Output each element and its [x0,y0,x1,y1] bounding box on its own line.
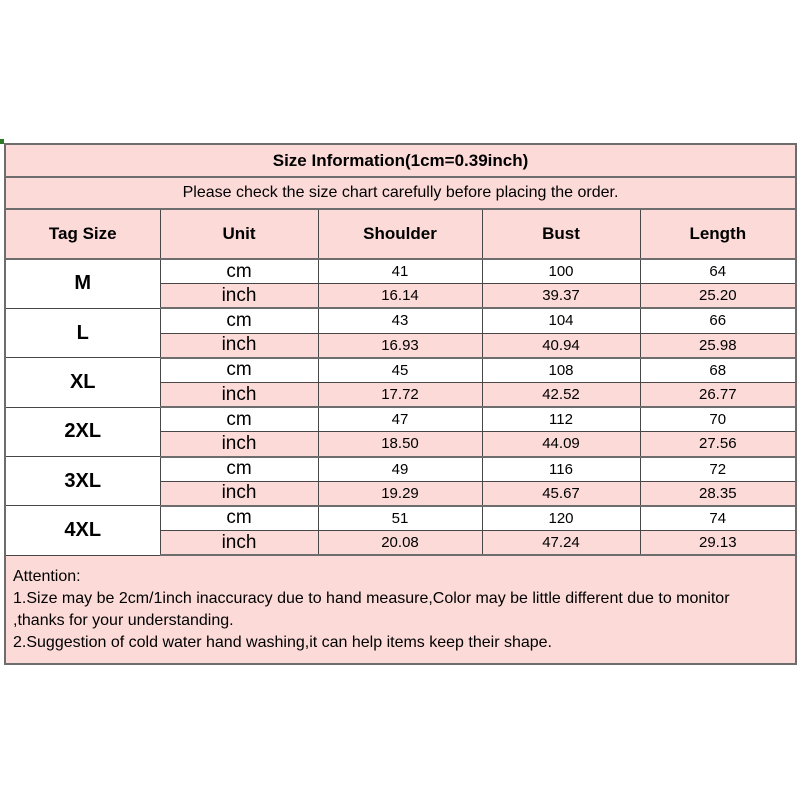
value-cell: 68 [640,358,796,383]
value-cell: 66 [640,308,796,333]
value-cell: 108 [482,358,640,383]
size-row-cm-L [5,308,796,333]
table-subtitle: Please check the size chart carefully before placing the order. [5,177,796,209]
value-cell: 100 [482,259,640,284]
title-row [5,144,796,177]
col-header-length: Length [640,209,796,259]
value-cell: 51 [318,506,482,531]
value-cell: 45 [318,358,482,383]
size-row-cm-2XL [5,407,796,432]
value-cell: 26.77 [640,382,796,407]
value-cell: 64 [640,259,796,284]
value-cell: 17.72 [318,382,482,407]
attention-line-3: 2.Suggestion of cold water hand washing,it can help items keep their shape. [13,634,552,652]
size-row-cm-4XL [5,506,796,531]
value-cell: 25.20 [640,284,796,309]
value-cell: 72 [640,457,796,482]
attention-line-1: 1.Size may be 2cm/1inch inaccuracy due to hand measure,Color may be little different due to monitor [13,590,730,608]
value-cell: 47 [318,407,482,432]
unit-cell: inch [160,382,318,407]
unit-cell: inch [160,333,318,358]
value-cell: 28.35 [640,481,796,506]
tag-size-cell: M [5,259,160,308]
subtitle-row [5,177,796,209]
value-cell: 45.67 [482,481,640,506]
tag-size-cell: 2XL [5,407,160,456]
value-cell: 27.56 [640,432,796,457]
unit-cell: inch [160,284,318,309]
unit-cell: inch [160,481,318,506]
unit-cell: inch [160,531,318,556]
value-cell: 18.50 [318,432,482,457]
value-cell: 42.52 [482,382,640,407]
tag-size-cell: 4XL [5,506,160,555]
value-cell: 116 [482,457,640,482]
value-cell: 112 [482,407,640,432]
size-row-cm-3XL [5,457,796,482]
value-cell: 25.98 [640,333,796,358]
unit-cell: cm [160,308,318,333]
size-row-cm-M [5,259,796,284]
unit-cell: cm [160,506,318,531]
tag-size-cell: XL [5,358,160,407]
value-cell: 44.09 [482,432,640,457]
table-head-section [5,144,796,259]
value-cell: 16.14 [318,284,482,309]
attention-line-2: ,thanks for your understanding. [13,612,234,630]
unit-cell: cm [160,407,318,432]
value-cell: 40.94 [482,333,640,358]
col-header-unit: Unit [160,209,318,259]
value-cell: 74 [640,506,796,531]
value-cell: 49 [318,457,482,482]
table-title: Size Information(1cm=0.39inch) [5,144,796,177]
value-cell: 47.24 [482,531,640,556]
value-cell: 19.29 [318,481,482,506]
size-row-cm-XL [5,358,796,383]
value-cell: 20.08 [318,531,482,556]
value-cell: 29.13 [640,531,796,556]
unit-cell: cm [160,358,318,383]
value-cell: 41 [318,259,482,284]
value-cell: 104 [482,308,640,333]
value-cell: 120 [482,506,640,531]
unit-cell: cm [160,457,318,482]
attention-cell [5,555,796,664]
tag-size-cell: L [5,308,160,357]
value-cell: 70 [640,407,796,432]
value-cell: 43 [318,308,482,333]
size-table [4,143,797,665]
attention-section [5,555,796,664]
col-header-shoulder: Shoulder [318,209,482,259]
col-header-bust: Bust [482,209,640,259]
attention-heading: Attention: [13,568,81,586]
value-cell: 39.37 [482,284,640,309]
column-header-row [5,209,796,259]
value-cell: 16.93 [318,333,482,358]
col-header-tag-size: Tag Size [5,209,160,259]
unit-cell: inch [160,432,318,457]
size-rows [5,259,796,555]
attention-row [5,555,796,664]
tag-size-cell: 3XL [5,457,160,506]
unit-cell: cm [160,259,318,284]
